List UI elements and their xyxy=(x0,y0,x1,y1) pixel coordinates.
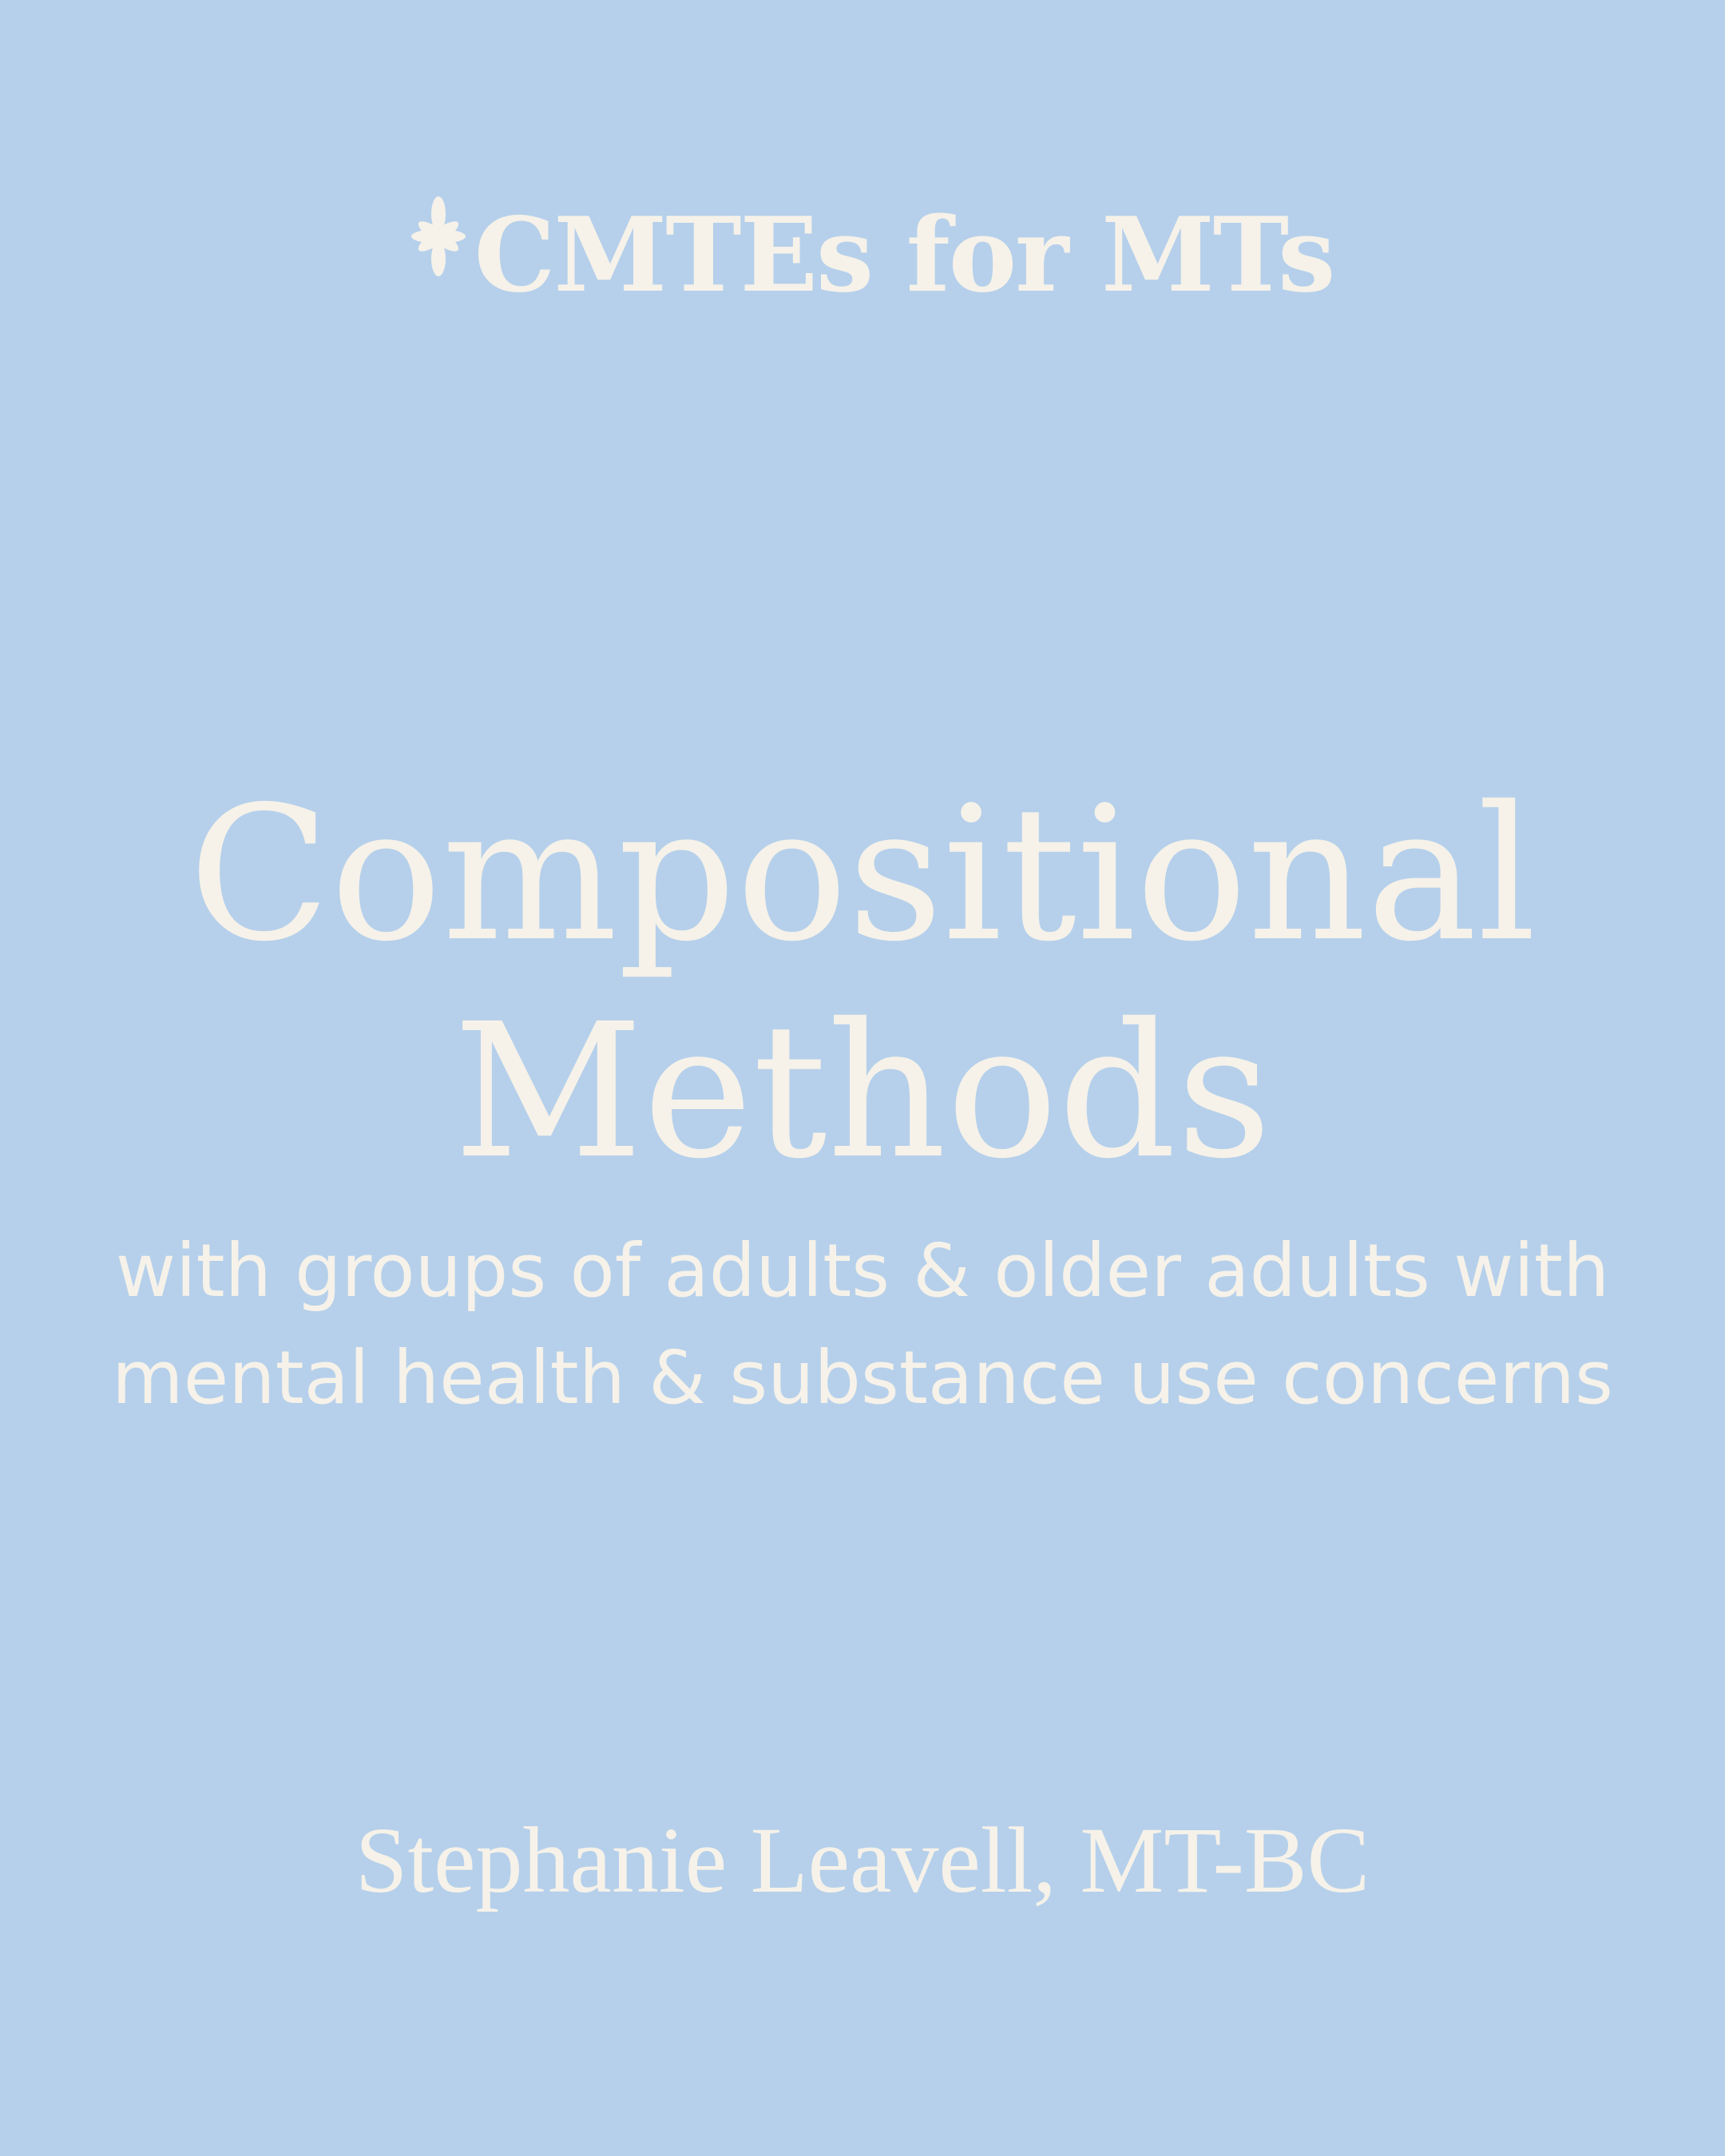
author-name: Stephanie Leavell, MT-BC xyxy=(355,1808,1370,1912)
subtitle-line-2: mental health & substance use concerns xyxy=(112,1335,1613,1421)
brand-text: CMTEs for MTs xyxy=(474,196,1334,315)
brand-logo xyxy=(0,192,1725,319)
title-line-1: Compositional xyxy=(188,767,1537,982)
title-line-2: Methods xyxy=(453,984,1272,1199)
subtitle-line-1: with groups of adults & older adults with xyxy=(115,1228,1610,1314)
asterisk-icon xyxy=(391,196,486,276)
